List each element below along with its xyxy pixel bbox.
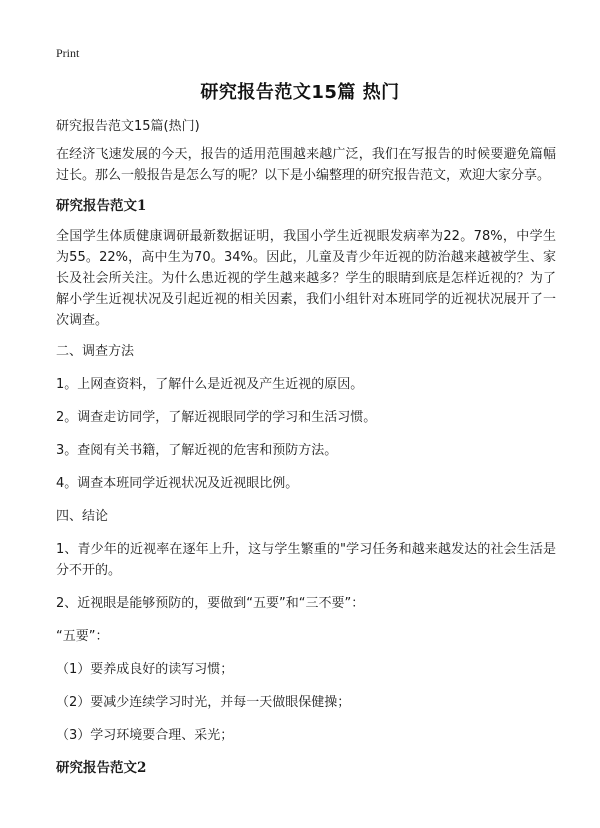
- method-item: 2。调查走访同学，了解近视眼同学的学习和生活习惯。: [56, 410, 377, 425]
- method-item: 4。调查本班同学近视状况及近视眼比例。: [56, 476, 299, 491]
- conclusion-item: 1、青少年的近视率在逐年上升，这与学生繁重的"学习任务和越来越发达的社会生活是分不开的。: [56, 542, 556, 578]
- method-heading: 二、调查方法: [56, 344, 135, 359]
- article-body: [56, 116, 556, 788]
- method-item: 3。查阅有关书籍，了解近视的危害和预防方法。: [56, 443, 338, 458]
- five-musts-item: （1）要养成良好的读写习惯；: [56, 662, 234, 677]
- five-musts-label: “五要”：: [56, 629, 109, 644]
- five-musts-item: （2）要减少连续学习时光，并每一天做眼保健操；: [56, 695, 351, 710]
- section-heading-1: 研究报告范文1: [56, 198, 147, 214]
- five-musts-item: （3）学习环境要合理、采光；: [56, 728, 234, 743]
- conclusion-item: 2、近视眼是能够预防的，要做到“五要”和“三不要”：: [56, 596, 365, 611]
- print-link[interactable]: Print: [56, 46, 80, 60]
- article-subtitle: 研究报告范文15篇(热门): [56, 119, 200, 134]
- section1-paragraph: 全国学生体质健康调研最新数据证明，我国小学生近视眼发病率为22。78%，中学生为55。22%，高中生为70。34%。因此，儿童及青少年近视的防治越来越被学生、家长及社会所关注。为什么患近视的学生越来越多？学生的眼睛到底是怎样近视的？为了解小学生近视状况及引起近视的相关因素，我们小组针对本班同学的近视状况展开了一次调查。: [56, 229, 556, 328]
- page-title: 研究报告范文15篇 热门: [200, 82, 400, 103]
- conclusion-heading: 四、结论: [56, 509, 109, 524]
- section-heading-2: 研究报告范文2: [56, 760, 147, 776]
- intro-paragraph: 在经济飞速发展的今天，报告的适用范围越来越广泛，我们在写报告的时候要避免篇幅过长。那么一般报告是怎么写的呢？以下是小编整理的研究报告范文，欢迎大家分享。: [56, 147, 556, 183]
- method-item: 1。上网查资料，了解什么是近视及产生近视的原因。: [56, 377, 364, 392]
